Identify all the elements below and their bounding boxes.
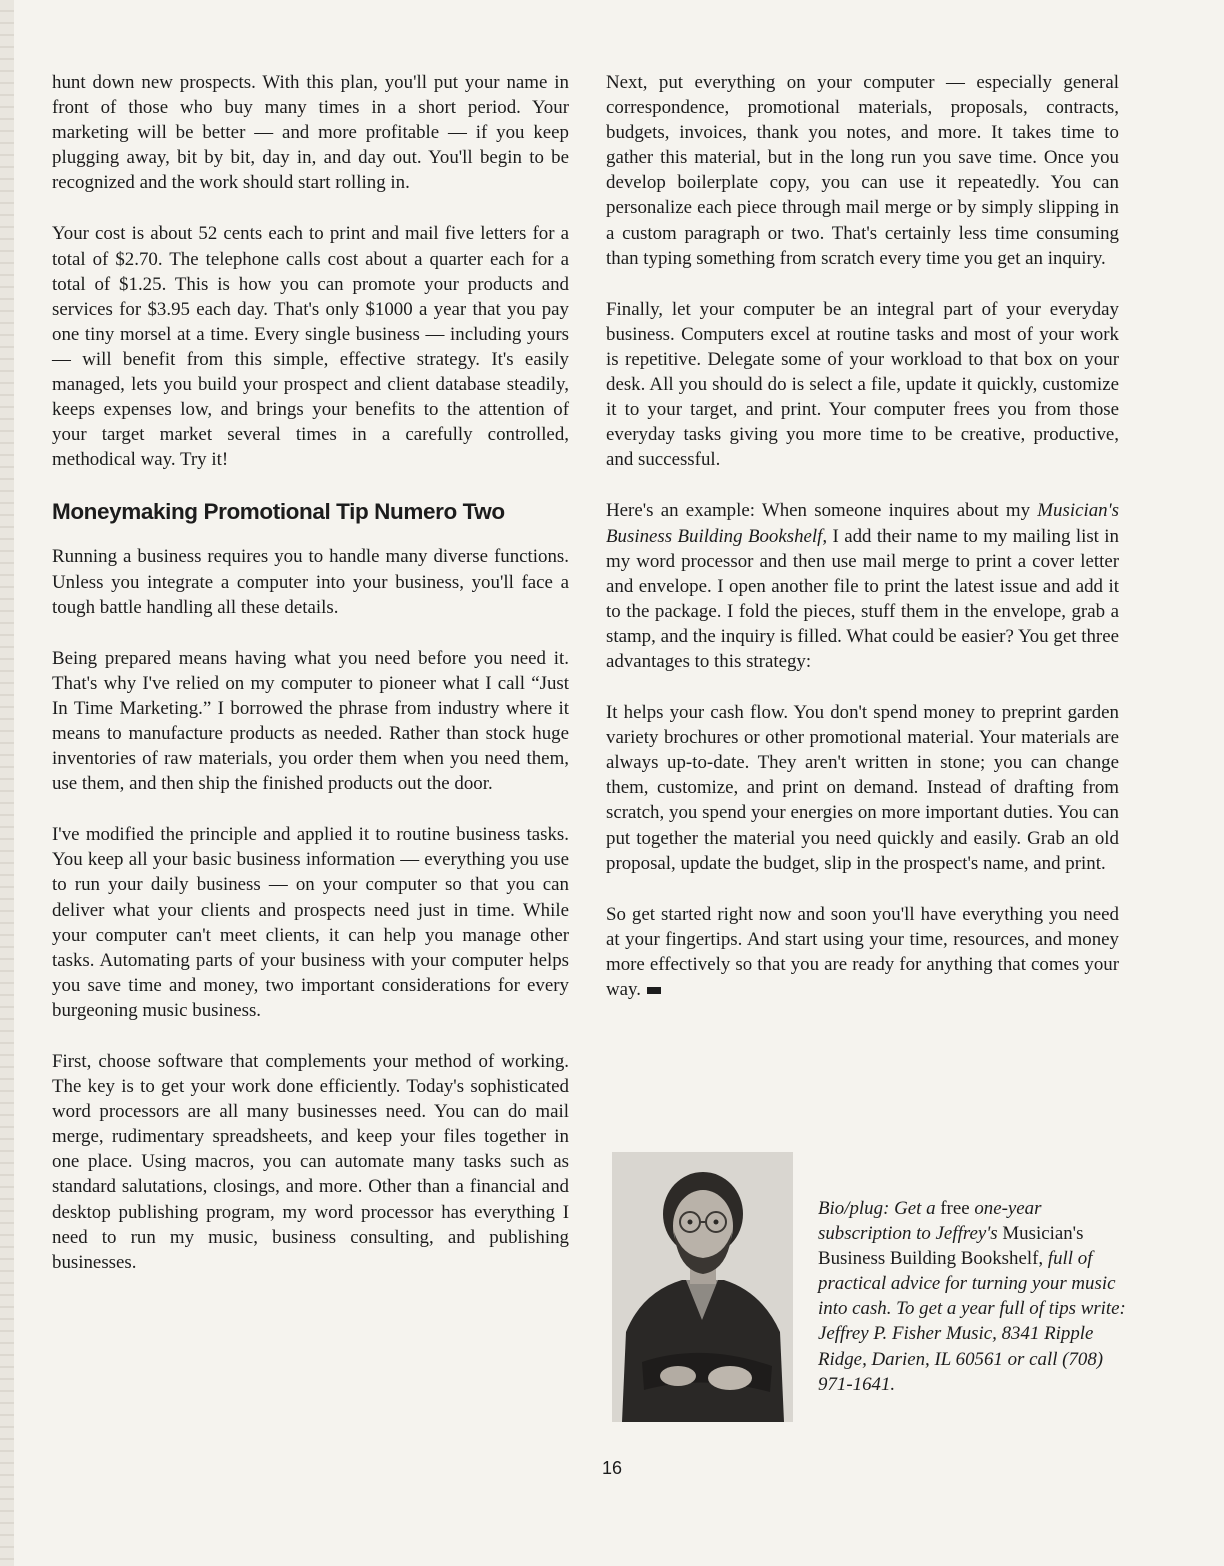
author-bio bbox=[612, 1152, 1126, 1424]
end-of-article-mark bbox=[647, 987, 661, 994]
paragraph: hunt down new prospects. With this plan, you'll put your name in front of those who buy many times in a short period. Your marketing will be better — and more profitable — if you keep plugging away, bit by bit, day in, and day out. You'll begin to be recognized and the work should start rolling in. bbox=[52, 72, 569, 194]
closing-paragraph bbox=[606, 902, 1119, 1002]
bio-text-run: Musician's Business Building Bookshelf, bbox=[818, 1223, 1084, 1270]
paragraph: Finally, let your computer be an integral part of your everyday business. Computers excel at routine tasks and most of your work is repetitive. Delegate some of your workload to that box on your desk. All you should do is select a file, update it quickly, customize it to your target, and print. Your computer frees you from those everyday tasks giving you more time to be creative, productive, and successful. bbox=[606, 298, 1119, 471]
paragraph: Next, put everything on your computer — especially general correspondence, promotional materials, proposals, contracts, budgets, invoices, thank you notes, and more. It takes time to gather this material, but in the long run you save time. Once you develop boilerplate copy, you can use it repeatedly. You can personalize each piece through mail merge or by simply slipping in a custom paragraph or two. That's certainly less time consuming than typing something from scratch every time you get an inquiry. bbox=[606, 72, 1119, 269]
right-column bbox=[606, 70, 1119, 1028]
author-photo bbox=[612, 1152, 793, 1422]
text-run: I add their name to my mailing list in my word processor and then use mail merge to print a cover letter and envelope. I open another file to print the latest issue and add it to the package. I fold the pieces, stuff them in the envelope, grab a stamp, and the inquiry is filled. What could be easier? You get three advantages to this strategy: bbox=[606, 525, 1119, 672]
bio-text-run: Bio/plug: Get a bbox=[818, 1198, 936, 1219]
text-run: Here's an example: When someone inquires about my bbox=[606, 500, 1038, 522]
paragraph bbox=[606, 498, 1119, 674]
text-run: So get started right now and soon you'll have everything you need at your fingertips. And start using your time, resources, and money more effectively so that you are ready for anything that comes your way. bbox=[606, 903, 1119, 1000]
paragraph: First, choose software that complements your method of working. The key is to get your work done efficiently. Today's sophisticated word processors are all many businesses need. You can do mail merge, rudimentary spreadsheets, and keep your files together in one place. Using macros, you can automate many tasks such as standard salutations, closings, and more. Other than a financial and desktop publishing program, my word processor has everything I need to run my music, business consulting, and publishing businesses. bbox=[52, 1051, 569, 1273]
paragraph: Being prepared means having what you need before you need it. That's why I've relied on my computer to pioneer what I call “Just In Time Marketing.” I borrowed the phrase from industry where it means to manufacture products as needed. Rather than stock huge inventories of raw materials, you order them when you need them, use them, and then ship the finished products out the door. bbox=[52, 647, 569, 795]
bio-plug-text bbox=[818, 1196, 1128, 1397]
paragraph: Running a business requires you to handle many diverse functions. Unless you integrate a computer into your business, you'll face a tough battle handling all these details. bbox=[52, 546, 569, 618]
paragraph: I've modified the principle and applied it to routine business tasks. You keep all your basic business information — everything you use to run your daily business — on your computer so that you can deliver what your clients and prospects need just in time. While your computer can't meet clients, it can help you manage other tasks. Automating parts of your business with your computer helps you save time and money, two important considerations for every burgeoning music business. bbox=[52, 824, 569, 1021]
book-title: Musician's Business Building Bookshelf, bbox=[606, 500, 1119, 547]
page-number: 16 bbox=[601, 1458, 623, 1478]
author-portrait-image bbox=[612, 1152, 793, 1422]
bio-text-run: one-year subscription to Jeffrey's bbox=[818, 1198, 1042, 1245]
paragraph: Your cost is about 52 cents each to print and mail five letters for a total of $2.70. The telephone calls cost about a quarter each for a total of $1.25. This is how you can promote your products and services for $3.95 each day. That's only $1000 a year that you pay one tiny morsel at a time. Every single business — including yours — will benefit from this simple, effective strategy. It's easily managed, lets you build your prospect and client database steadily, keeps expenses low, and brings your benefits to the attention of your target market several times in a carefully controlled, methodical way. Try it! bbox=[52, 223, 569, 471]
bio-text-run: free bbox=[935, 1198, 975, 1219]
binding-edge bbox=[0, 0, 14, 1566]
section-heading: Moneymaking Promotional Tip Numero Two bbox=[52, 499, 505, 525]
left-column bbox=[52, 70, 569, 1301]
paragraph: It helps your cash flow. You don't spend money to preprint garden variety brochures or other promotional material. Your materials are always up-to-date. They aren't written in stone; you can change them, customize, and print on demand. Instead of drafting from scratch, you spend your energies on more important duties. You can put together the material you need quickly and easily. Grab an old proposal, update the budget, slip in the prospect's name, and print. bbox=[606, 702, 1119, 874]
bio-text-run: full of practical advice for turning your music into cash. To get a year full of tips write: Jeffrey P. Fisher Music, 8341 Ripple Ridge, Darien, IL 60561 or call (708) 971-1641. bbox=[818, 1248, 1126, 1395]
